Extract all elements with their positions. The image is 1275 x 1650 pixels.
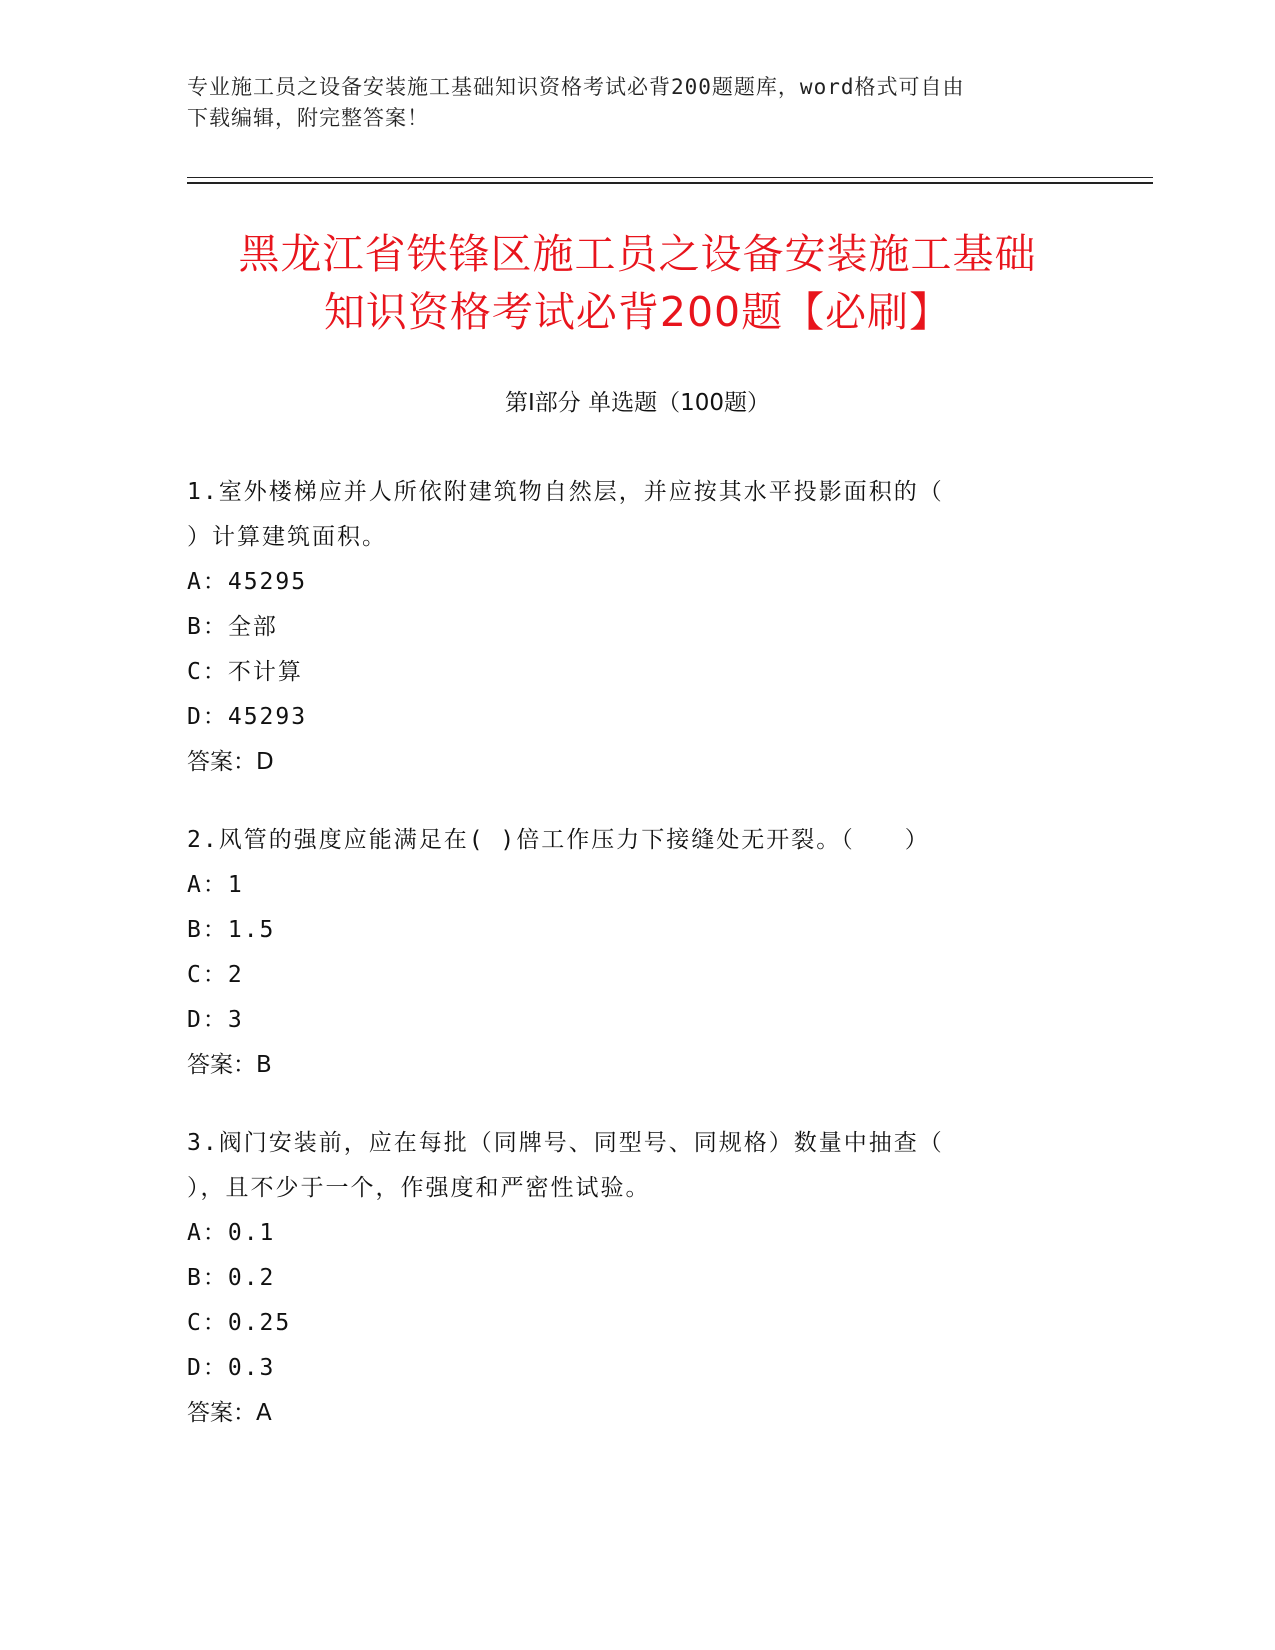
option-d: D：3 [187, 1007, 244, 1033]
question-stem [187, 470, 1087, 560]
header-note [187, 72, 1067, 134]
question-list [187, 470, 1087, 1469]
question-stem-line: ），且不少于一个，作强度和严密性试验。 [187, 1175, 651, 1201]
question-stem-line: 2.风管的强度应能满足在( )倍工作压力下接缝处无开裂。（ ） [187, 827, 930, 853]
header-divider-thin [187, 177, 1153, 178]
section-title: 第Ⅰ部分 单选题（100题） [505, 390, 770, 416]
question-stem-line: 1.室外楼梯应并人所依附建筑物自然层，并应按其水平投影面积的（ [187, 479, 944, 505]
header-note-line-2: 下载编辑，附完整答案！ [187, 106, 429, 130]
option-d: D：45293 [187, 704, 308, 730]
option-b: B：全部 [187, 614, 278, 640]
option-c: C：不计算 [187, 659, 303, 685]
option-c: C：2 [187, 962, 244, 988]
question-1 [187, 470, 1087, 785]
header-divider-thick [187, 182, 1153, 184]
answer: 答案：A [187, 1400, 272, 1426]
question-2 [187, 818, 1087, 1088]
header-note-line-1: 专业施工员之设备安装施工基础知识资格考试必背200题题库，word格式可自由 [187, 75, 965, 99]
option-b: B：0.2 [187, 1265, 276, 1291]
question-stem [187, 1121, 1087, 1211]
option-a: A：0.1 [187, 1220, 276, 1246]
document-title-line-2: 知识资格考试必背200题【必刷】 [323, 288, 952, 336]
option-a: A：45295 [187, 569, 308, 595]
document-title-line-1: 黑龙江省铁锋区施工员之设备安装施工基础 [238, 230, 1037, 278]
answer: 答案：B [187, 1052, 272, 1078]
document-title [100, 225, 1175, 341]
question-stem-line: ）计算建筑面积。 [187, 524, 387, 550]
question-3 [187, 1121, 1087, 1436]
question-stem-line: 3.阀门安装前，应在每批（同牌号、同型号、同规格）数量中抽查（ [187, 1130, 944, 1156]
option-d: D：0.3 [187, 1355, 276, 1381]
question-stem [187, 818, 1087, 863]
answer: 答案：D [187, 749, 274, 775]
option-a: A：1 [187, 872, 244, 898]
option-c: C：0.25 [187, 1310, 292, 1336]
option-b: B：1.5 [187, 917, 276, 943]
